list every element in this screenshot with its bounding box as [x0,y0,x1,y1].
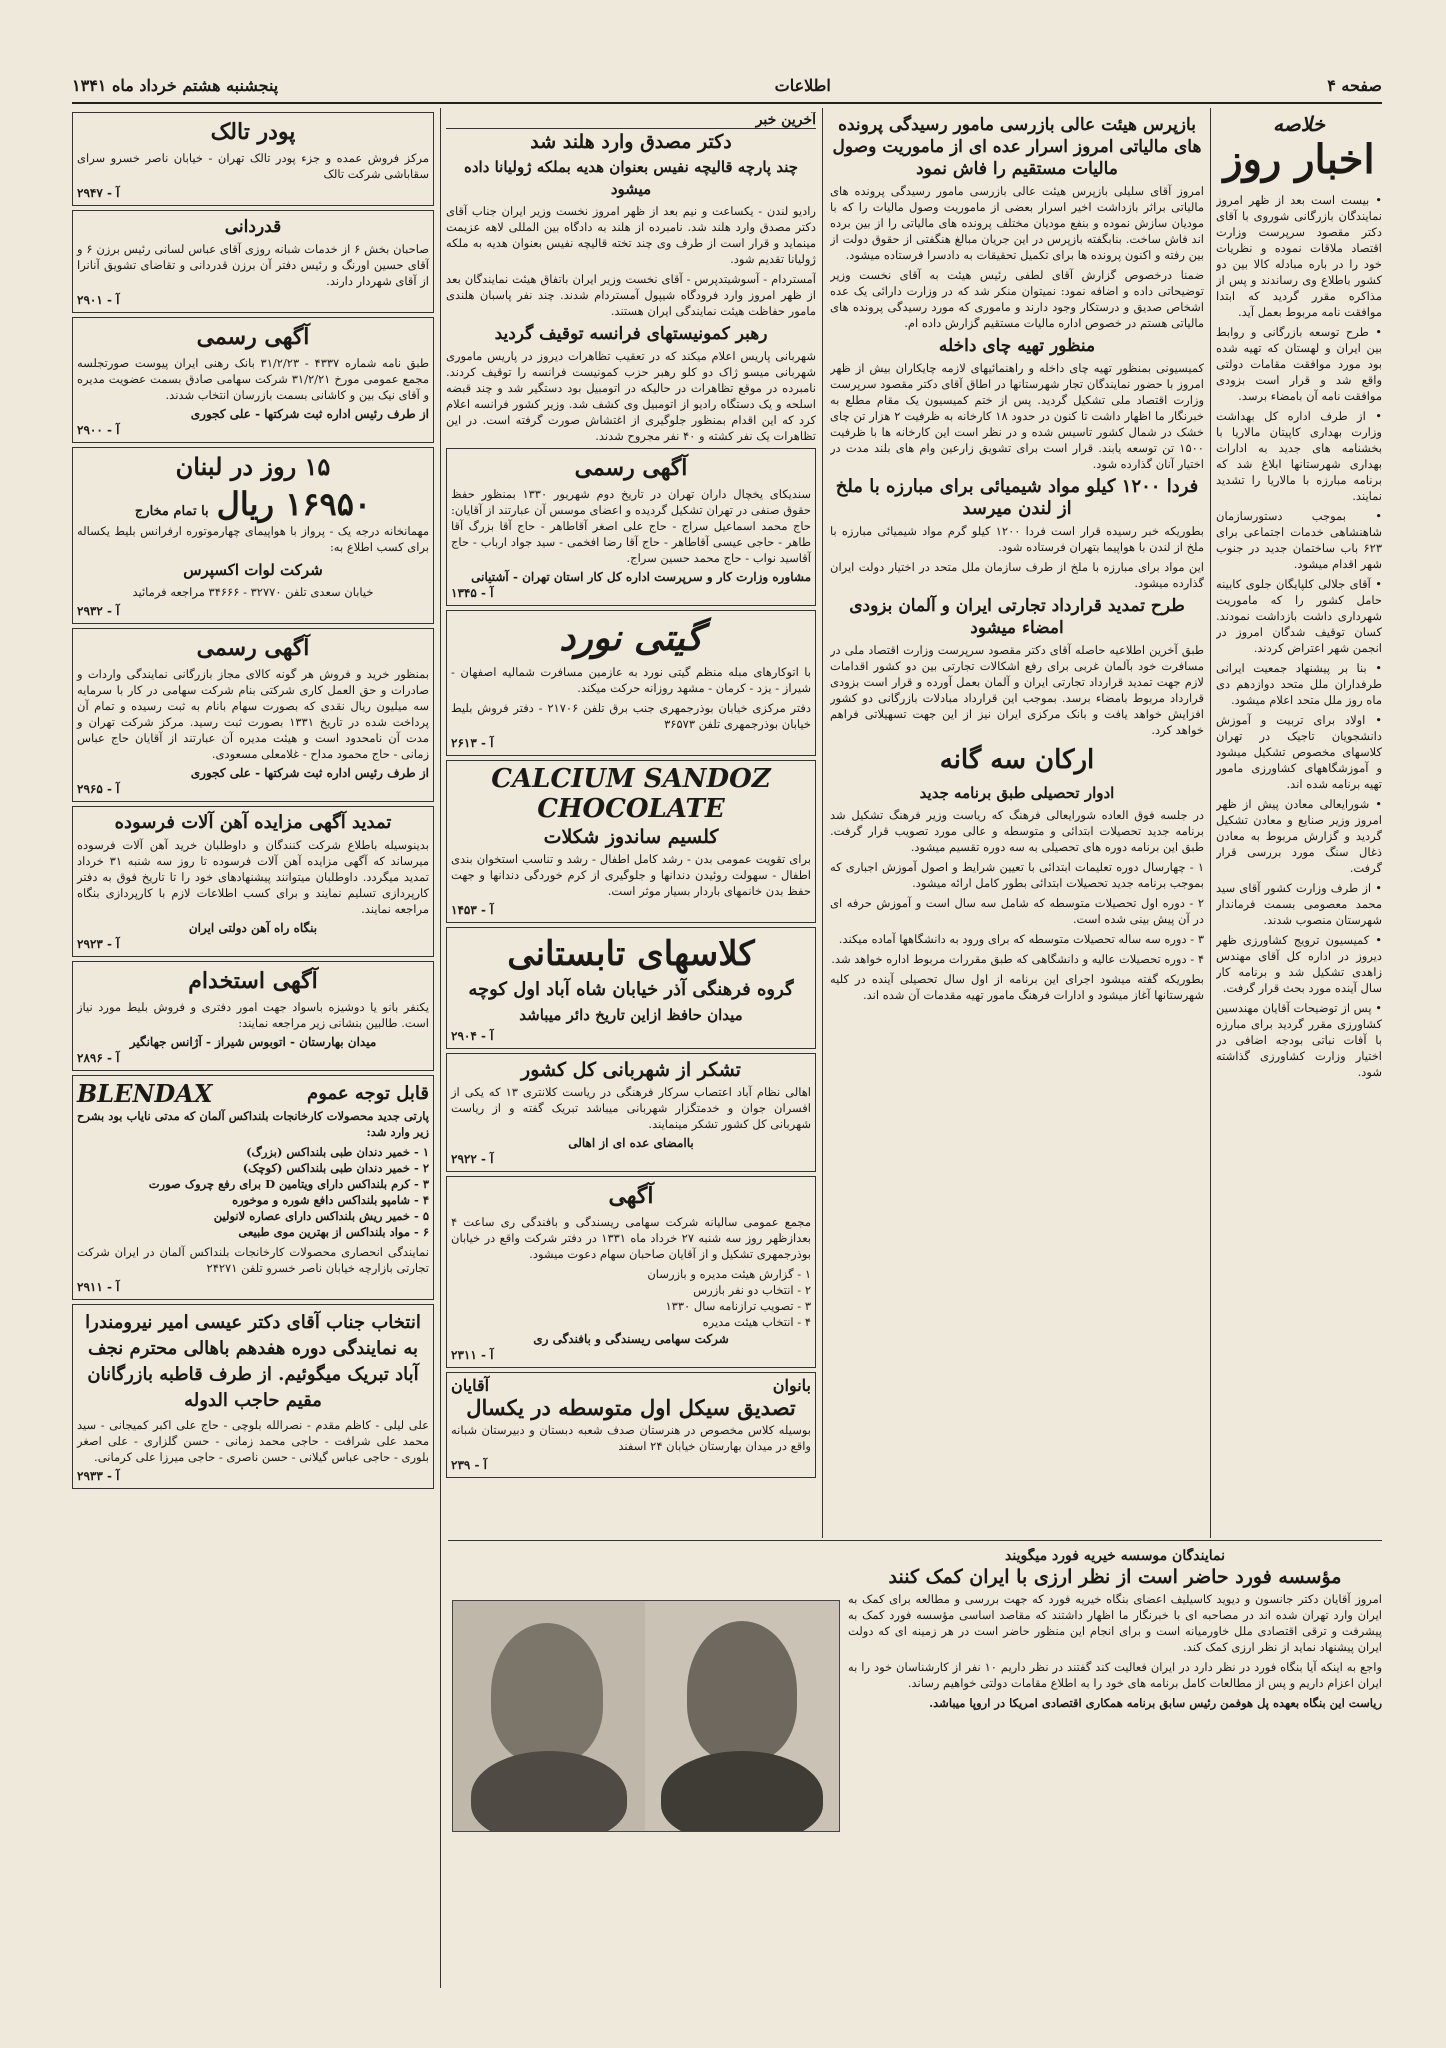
ad-title: آگهی استخدام [188,968,318,994]
summary-item: • از طرف اداره کل بهداشت وزارت بهداری کاپیتان مالاریا با بخشنامه های جدید به ادارات بهداری شهرستانها ابلاغ شد که برنامه مبارزه با مالاریا را تشدید نمایند. [1216,408,1382,504]
summary-item: • از طرف وزارت کشور آقای سید محمد معصومی بسمت فرماندار شهرستان منصوب شدند. [1216,880,1382,928]
portrait-photo [647,1601,839,1831]
headline-mosaddegh: دکتر مصدق وارد هلند شد [530,131,732,153]
gitinavard-ad [446,610,816,756]
calcium-sandoz-ad [446,760,816,923]
company-registration-ad [72,628,434,802]
ad-body: اهالی نظام آباد اعتصاب سرکار فرهنگی در ریاست کلانتری ۱۳ که یکی از افسران جوان و خدمتگزار شهربانی میباشد تبریک گفته و از ریاست شهربانی کل کشور تشکر مینمایند. [451,1085,811,1131]
ad-body: دفتر مرکزی خیابان بوذرجمهری جنب برق تلفن ۲۱۷۰۶ - دفتر فروش بلیط خیابان بوذرجمهری تلفن ۳۶۵۷۳ [451,701,811,731]
ad-title: تشکر از شهربانی کل کشور [521,1059,741,1081]
ad-signature: بنگاه راه آهن دولتی ایران [188,921,318,935]
ad-body: صاحبان بخش ۶ از خدمات شبانه روزی آقای عباس لسانی رئیس برزن ۶ و آقای حسین اورنگ و رئیس دفتر آن برزن قدردانی و تقاضای تشویق آنانرا از آقای شهردار دارند. [77,242,429,288]
ad-signature: از طرف رئیس اداره ثبت شرکتها - علی کجوری [190,407,429,421]
latest-news-label: آخرین خبر [446,112,816,129]
article-body: رادیو لندن - یکساعت و نیم بعد از ظهر امروز نخست وزیر ایران جناب آقای دکتر مصدق وارد هلند شد. نامبرده از هلند به دادگاه بین المللی لاهه عزیمت مینماید و قرار است از طرف وی چند تخته قالیچه نفیس بعنوان هدیه به ملکه ژولیانا تقدیم شود. [446,204,816,266]
ad-audience-women: بانوان [772,1376,811,1395]
ford-foundation-story [848,1548,1382,1988]
column-rule [822,108,823,1538]
portrait-face [687,1621,797,1761]
ad-audience-men: آقایان [451,1376,490,1395]
ad-price: ۱۶۹۵۰ ریال [216,485,372,523]
article-body: ضمنا درخصوص گزارش آقای لطفی رئیس هیئت به آقای نخست وزیر توضیحاتی داده و اضافه نمود: نمیتوان منکر شد که در وزارت دارائی یک عده اشخاص صدیق و درستکار وجود دارند و ماموری که مورد رسیدگی پرونده های مالیاتی هستم در خصوص اداره مالیات مستقیم گزارش داده ام. [830,268,1204,330]
ad-body: بمنظور خرید و فروش هر گونه کالای مجاز بازرگانی نمایندگی واردات و صادرات و حق العمل کاری شرکتی بنام شرکت سهامی در کار با سرمایه سه میلیون ریال نقدی که بصورت سهام بانام به ثبت رسیده و تمام آن پرداخت شده در تاریخ ۱۳۳۱ بصورت ثبت رسید. مرکز شرکت تهران و مدت آن نامحدود است و هیئت مدیره آن عبارتند از آقایان حاج عباس زمانی - حاج محمود مداح - غلامعلی مسعودی. [77,667,429,761]
shareholders-notice-ad [446,1176,816,1368]
auction-extension-ad [72,806,434,957]
ad-title: آگهی رسمی [574,455,688,481]
headline-audit: بازپرس هیئت عالی بازرسی مامور رسیدگی پرونده های مالیاتی امروز اسرار عده ای از ماموریت وصول مالیات مستقیم را فاش نمود [832,115,1202,179]
headline-locust: فردا ۱۲۰۰ کیلو مواد شیمیائی برای مبارزه با ملخ از لندن میرسد [835,476,1199,519]
summary-item: • طرح توسعه بازرگانی و روابط بین ایران و لهستان که تهیه شده بود مورد موافقت مقامات دولتی واقع شد و قرار است بزودی موافقت نامه آن بامضاء برسد. [1216,324,1382,404]
appreciation-ad [72,210,434,313]
article-body: بطوریکه گفته میشود اجرای این برنامه از اول سال تحصیلی آینده در کلیه شهرستانها آغاز میشود و ادارات فرهنگ مامور تهیه مقدمات آن شده اند. [830,972,1204,1002]
portrait-shoulders [661,1751,823,1832]
ad-body: سندیکای یخچال داران تهران در تاریخ دوم شهریور ۱۳۳۰ بمنظور حفظ حقوق صنفی در تهران تشکیل گردیده و اعضای موسس آن عبارتند از آقایان: حاج محمد اسماعیل سراج - حاج علی اصغر آقاطاهر - حاج آقا بزرگ آقا طاهر - حاجی عیسی آقاطاهر - حاج آقا رضا افخمی - سید جواد ارباب - حاج آقاسید نواب - حاج محمد حسین سراج. [451,487,811,565]
blendax-ad [72,1075,434,1300]
ad-title: تمدید آگهی مزایده آهن آلات فرسوده [114,812,392,833]
ad-title: آگهی رسمی [196,635,310,661]
summary-item: • پس از توضیحات آقایان مهندسین کشاورزی مقرر گردید برای مبارزه با آفات نباتی بودجه اضافی در اختیار وزارت کشاورزی گذاشته شود. [1216,1000,1382,1080]
issue-date: پنجشنبه هشتم خرداد ماه ۱۳۴۱ [72,75,279,95]
ad-title: آگهی [608,1183,654,1209]
agenda-item: ۳ - تصویب ترازنامه سال ۱۳۳۰ [665,1299,811,1313]
ad-body: بدینوسیله باطلاع شرکت کنندگان و داوطلبان خرید آهن آلات فرسوده میرساند که آگهی مزایده آهن آلات فرسوده تا روز سه شنبه ۳۱ خرداد تمدید میگردد. داوطلبان میتوانند پیشنهادهای خود را تا تاریخ فوق به دفتر کارپردازی تسلیم نمایند و برای کسب اطلاعات لازم با کارپردازی بنگاه مراجعه نمایند. [77,838,429,916]
article-body: در جلسه فوق العاده شورایعالی فرهنگ که ریاست وزیر فرهنگ تشکیل شد برنامه جدید تحصیلات ابتدائی و متوسطه و عالی مورد تصویب قرار گرفت. طبق این برنامه دوره های تحصیلی به سه دوره تقسیم میشود. [830,808,1204,854]
ad-code: آ - ۲۹۴۷ [77,186,120,200]
ad-body: گروه فرهنگی آذر خیابان شاه آباد اول کوچه [468,979,794,1000]
ad-code: آ - ۲۹۲۲ [451,1152,494,1166]
news-column [830,112,1204,1536]
story-kicker: نمایندگان موسسه خیریه فورد میگویند [1005,1548,1225,1564]
ad-body: میدان حافظ ازاین تاریخ دائر میباشد [519,1006,743,1024]
ad-title-latin: CALCIUM SANDOZ [491,764,771,794]
ad-code: آ - ۲۳۱۱ [451,1348,494,1362]
ad-signature: شرکت سهامی ریسندگی و بافندگی ری [533,1332,729,1346]
list-item: ۲ - دوره اول تحصیلات متوسطه که شامل سه سال است و آموزش حرفه ای در آن پیش بینی شده است. [830,896,1204,926]
ad-code: آ - ۲۹۰۱ [77,293,120,307]
page-header [72,68,1382,104]
ad-price-note: با تمام مخارج [134,504,209,519]
ad-audience [451,1376,811,1395]
employment-ad [72,961,434,1071]
ad-body: مرکز فروش عمده و جزء پودر تالک تهران - خیابان ناصر خسرو سرای سقاباشی شرکت تالک [77,151,429,181]
ad-signature: مشاوره وزارت کار و سرپرست اداره کل کار استان تهران - آشتیانی [471,570,811,584]
ad-code: آ - ۲۶۱۳ [451,736,494,750]
ad-body: یکنفر بانو یا دوشیزه باسواد جهت امور دفتری و فروش بلیط مورد نیاز است. طالبین بنشانی زیر مراجعه نمایند: [77,1000,429,1030]
cycle-certificate-ad [446,1372,816,1478]
ad-body: مهمانخانه درجه یک - پرواز با هواپیمای چهارموتوره ارفرانس بلیط یکساله برای کسب اطلاع به: [77,524,429,554]
ad-address: خیابان سعدی تلفن ۳۲۷۷۰ - ۳۴۶۶۶ مراجعه فرمائید [132,585,374,599]
summary-item: • شورایعالی معادن پیش از ظهر امروز وزیر صنایع و معادن تشکیل گردید و گزارش مربوط به معادن ذغال سنگ مورد بررسی قرار گرفت. [1216,796,1382,876]
ad-title: قابل توجه عموم [307,1083,429,1104]
list-item: ۴ - دوره تحصیلات عالیه و دانشگاهی که طبق مقررات مربوط اداره خواهد شد. [831,952,1204,966]
ad-code: آ - ۱۴۵۳ [451,903,494,917]
story-body: ریاست این بنگاه بعهده پل هوفمن رئیس سابق برنامه همکاری اقتصادی امریکا در اروپا میباشد. [929,1696,1382,1710]
story-headline: مؤسسه فورد حاضر است از نظر ارزی با ایران کمک کنند [888,1566,1342,1588]
ad-title-latin: BLENDAX [77,1079,213,1108]
article-body: کمیسیونی بمنظور تهیه چای داخله و راهنمائیهای لازمه چایکاران بیش از ظهر امروز با حضور نمایندگان تجار شهرستانها در اطاق آقای دکتر مقصود سرپرست وزارت اقتصاد ملی تشکیل گردید. پس از ختم کمیسیون یک مقام مطلع به خبرنگار ما اظهار داشت تا کنون در حدود ۱۸ کارخانه به ظرفیت ۲ هزار تن چای خشک در شمال کشور تاسیس شده و در نظر است این کارخانه ها با ظرفیت ۱۵۰۰ تن توسعه یابند. قرار است برای تشویق زارعین وام های بلند مدت در اختیار آنان گذارده شود. [830,361,1204,471]
ad-title: کلاسهای تابستانی [507,934,755,974]
summary-title: اخبار روز [1223,136,1375,183]
column-rule [440,108,441,1988]
summary-item: • بنا بر پیشنهاد جمعیت ایرانی طرفداران ملل متحد دوازدهم دی ماه روز ملل متحد اعلام میشود. [1216,660,1382,708]
ad-title-latin: CHOCOLATE [537,794,725,824]
ad-code: آ - ۲۸۹۶ [77,1051,120,1065]
ad-title: گیتی نورد [559,617,703,659]
ad-body: پارتی جدید محصولات کارخانجات بلنداکس آلمان که مدتی نایاب بود بشرح زیر وارد شد: [77,1109,429,1139]
headline-tea: منظور تهیه چای داخله [938,336,1096,356]
portrait-face [491,1623,603,1763]
list-item: ۱ - چهارسال دوره تعلیمات ابتدائی با تعیین شرایط و اصول آموزش اجباری که بموجب برنامه جدید تحصیلات ابتدائی بطور کامل ارائه میشود. [830,860,1204,890]
product-item: ۴ - شامپو بلنداکس دافع شوره و موخوره [232,1193,429,1207]
ad-code: آ - ۲۹۲۳ [77,937,120,951]
article-body: این مواد برای مبارزه با ملخ از طرف سازمان ملل متحد در اختیار دولت ایران گذارده میشود. [830,560,1204,590]
ad-code: آ - ۲۹۰۴ [451,1029,494,1043]
ad-body: با اتوکارهای مبله منظم گیتی نورد به عازمین مسافرت شمالیه اصفهان - شیراز - یزد - کرمان - مشهد روزانه حرکت میکند. [451,665,811,695]
summary-item: • اولاد برای تربیت و آموزش دانشجویان تاجیک در تهران کلاسهای مخصوص تشکیل میشود و آموزشگاههای کشاورزی مامور تهیه برنامه شده اند. [1216,712,1382,792]
ad-body: علی لیلی - کاظم مقدم - نصرالله بلوچی - حاج علی اکبر کمیجانی - سید محمد علی شرافت - حاجی محمد زمانی - حسن گلزاری - علی اصغر بلوری - حاجی عباس گیلانی - حسن ناصری - حاجی میرزا علی کرمانی. [77,1418,429,1464]
congratulation-ad [72,1304,434,1489]
summary-item: • آقای جلالی کلپایگان جلوی کابینه حامل کشور را که ماموریت شهرداری داشت بازداشت نمودند. کسان توقیف شدگان امروز در انجمن شهر اعتراض کردند. [1216,576,1382,656]
summary-list [1216,192,1382,1080]
article-body: بطوریکه خبر رسیده قرار است فردا ۱۲۰۰ کیلو گرم مواد شیمیائی مبارزه با ملخ از لندن با هواپیما بتهران فرستاده شود. [830,524,1204,554]
product-item: ۵ - خمیر ریش بلنداکس دارای عصاره لانولین [213,1209,429,1223]
ad-address: میدان بهارستان - اتوبوس شیراز - آژانس جهانگیر [129,1035,377,1049]
article-body: آمستردام - آسوشیتدپرس - آقای نخست وزیر ایران باتفاق هیئت نمایندگان بعد از ظهر امروز وارد فرودگاه شیپول آمستردام شدند. چند نفر پاسبان هلندی مامور حفاظت هیئت نمایندگی ایران هستند. [446,272,816,318]
newspaper-name: اطلاعات [774,75,831,95]
ad-code: آ - ۱۳۴۵ [451,586,494,600]
ad-company: شرکت لوات اکسپرس [183,561,323,579]
ad-body: نمایندگی انحصاری محصولات کارخانجات بلنداکس آلمان در ایران شرکت تجارتی بازارچه خیابان ناصر خسرو تلفن ۲۴۲۷۱ [77,1245,429,1275]
summary-item: • بیست است بعد از ظهر امروز نمایندگان بازرگانی شوروی با آقای دکتر مقصود سرپرست وزارت اقتصاد ملاقات نموده و نظریات خود را در باره مبادله کالا بین دو کشور باطلاع وی رساندند و پس از مذاکره مقرر گردید که ابتدا موافقت نامه مربوط بعمل آید. [1216,192,1382,320]
ad-code: آ - ۲۳۹ [451,1458,488,1472]
ad-body: بوسیله کلاس مخصوص در هنرستان صدف شعبه دبستان و دبیرستان شبانه واقع در میدان بهارستان خیابان ۲۴ اسفند [451,1423,811,1453]
summary-item: • بموجب دستورسازمان شاهنشاهی خدمات اجتماعی برای ۶۲۳ باب ساختمان جدید در جنوب شهر اقدام میشود. [1216,508,1382,572]
headline-education: ارکان سه گانه [939,745,1095,775]
subhead-carpet: چند پارچه قالیچه نفیس بعنوان هدیه بملکه ژولیانا داده میشود [463,158,799,198]
ad-title: تصدیق سیکل اول متوسطه در یکسال [466,1395,796,1420]
ad-title-row [77,1079,429,1108]
subhead-education: ادوار تحصیلی طبق برنامه جدید [919,784,1115,802]
story-body: واجع به اینکه آیا بنگاه فورد در نظر دارد در ایران فعالیت کند گفتند در نظر داریم ۱۰ نفر از کارشناسان خود را به ایران اعزام داریم و پس از مطالعات کامل برنامه های خود را به اطلاع مقامات دولتی خواهیم رساند. [848,1660,1382,1690]
official-notice-ad [72,317,434,443]
headline-trade: طرح تمدید قرارداد تجارتی ایران و آلمان بزودی امضاء میشود [849,596,1185,638]
ad-body: طبق نامه شماره ۴۳۳۷ - ۳۱/۲/۲۳ بانک رهنی ایران پیوست صورتجلسه مجمع عمومی مورخ ۳۱/۲/۲۱ شرکت سهامی صادق بسمت عضویت مدیره و آقای نیک بین و کاشانی بسمت بازرسان انتخاب شدند. [77,356,430,402]
ad-signature: از طرف رئیس اداره ثبت شرکتها - علی کجوری [190,766,429,780]
lebanon-tour-ad [72,447,434,624]
story-body: امروز آقایان دکتر جانسون و دیوید کاسیلیف اعضای بنگاه خیریه فورد که جهت بررسی و مطالعه برای کمک به ایران وارد تهران شده اند در مصاحبه ای با خبرنگار ما اظهار داشتند که مقاصد اساسی مؤسسه فورد کمک به پیشرفت و ترقی اقتصادی ملل خاورمیانه است و برای انجام این منظور حاضر است در هر زمینه ای که دولت ایران پیشنهاد نماید از نظر ارزی کمک کند. [848,1592,1382,1654]
headline-communist: رهبر کمونیستهای فرانسه توقیف گردید [494,324,768,344]
list-item: ۳ - دوره سه ساله تحصیلات متوسطه که برای ورود به دانشگاهها آماده میکند. [838,932,1204,946]
product-item: ۳ - کرم بلنداکس دارای ویتامین D برای رفع چروک صورت [148,1177,429,1191]
article-body: شهربانی پاریس اعلام میکند که در تعقیب تظاهرات دیروز در پاریس ماموری شهربانی میسو ژاک دو کلو رهبر حزب کمونیست فرانسه را توقیف کردند. نامبرده در موقع تظاهرات در حالیکه در اتومبیل بود دستگیر شد و چند قبضه اسلحه و یک دستگاه رادیو از اتومبیل وی کشف شد. وزیر کشور فرانسه اعلام کرد که این اقدام بمنظور جلوگیری از اغتشاش صورت گرفته است. در این تظاهرات یک نفر کشته و ۴۰ نفر مجروح شدند. [446,349,816,443]
product-item: ۲ - خمیر دندان طبی بلنداکس (کوچک) [242,1161,429,1175]
ad-code: آ - ۲۹۶۵ [77,782,120,796]
ad-price-row [77,485,429,523]
ads-column-left [72,112,434,1988]
agenda-item: ۲ - انتخاب دو نفر بازرس [693,1283,811,1297]
page-number: صفحه ۴ [1327,75,1382,95]
police-thanks-ad [446,1053,816,1172]
portrait-photos [452,1600,840,1832]
ad-title: آگهی رسمی [196,324,310,350]
agenda-item: ۴ - انتخاب هیئت مدیره [702,1315,811,1329]
ad-title: ۱۵ روز در لبنان [175,452,331,481]
column-rule [1210,108,1211,1538]
ad-title: انتخاب جناب آقای دکتر عیسی امیر نیرومندرا به نمایندگی دوره هفدهم باهالی محترم نجف آباد تبریک میگوئیم. از طرف قاطبه بازرگانان مقیم حاجب الدوله [85,1312,421,1411]
article-body: طبق آخرین اطلاعیه حاصله آقای دکتر مقصود سرپرست وزارت اقتصاد ملی در مسافرت خود بآلمان غربی برای رفع اشکالات تجارتی بین دو کشور اقدامات لازم جهت تمدید قرارداد تجارتی ایران و آلمان بعمل آورده و قرار است بزودی قرارداد مربوط بامضاء برسد. بموجب این قرارداد مبادلات بازرگانی دو کشور افزایش خواهد یافت و بانک مرکزی ایران نیز از این جهت تسهیلاتی فراهم خواهد کرد. [830,643,1204,737]
ad-code: آ - ۲۹۰۰ [77,423,120,437]
summary-title-small: خلاصه [1272,112,1325,136]
portrait-shoulders [471,1751,627,1832]
official-notice-ad [446,448,816,606]
product-item: ۱ - خمیر دندان طبی بلنداکس (بزرگ) [246,1145,429,1159]
news-summary-column [1216,112,1382,1536]
portrait-photo [453,1601,645,1831]
summer-classes-ad [446,927,816,1049]
ad-code: آ - ۲۹۳۳ [77,1469,120,1483]
ad-signature: باامضای عده ای از اهالی [568,1136,694,1150]
article-body: امروز آقای سلیلی بازپرس هیئت عالی بازرسی مامور رسیدگی پرونده های مالیاتی براثر بازداشت اخیر اسرار بعضی از ماموریت وصول مالیات را که با مودیان سازش نموده و بنفع مودیان مختلف پرونده های مالیاتی را از بین برده اند فاش ساخت. بنابگفته بازپرس در این جریان مبالغ هنگفتی از حقوق دولت از بین رفته و اکنون پرونده ها برای تکمیل تحقیقات به دادسرا فرستاده میشود. [830,184,1204,262]
ad-code: آ - ۲۹۳۲ [77,604,120,618]
agenda-item: ۱ - گزارش هیئت مدیره و بازرسان [647,1267,811,1281]
product-item: ۶ - مواد بلنداکس از بهترین موی طبیعی [238,1225,429,1239]
ad-body: برای تقویت عمومی بدن - رشد کامل اطفال - رشد و تناسب استخوان بندی اطفال - سهولت روئیدن دندانها و جلوگیری از کرم خوردگی دندانها و جهت حفظ بدن خانمهای باردار بسیار موثر است. [451,852,811,898]
ad-title: قدردانی [224,217,282,237]
talc-powder-ad [72,112,434,206]
ad-body: مجمع عمومی سالیانه شرکت سهامی ریسندگی و بافندگی ری ساعت ۴ بعدازظهر روز سه شنبه ۲۷ خرداد ماه ۱۳۳۱ در دفتر شرکت واقع در خیابان بوذرجمهری تشکیل و از آقایان صاحبان سهام دعوت میشود. [451,1215,811,1261]
summary-item: • کمیسیون ترویج کشاورزی ظهر دیروز در اداره کل آقای مهندس زاهدی تشکیل شد و برنامه کار سال آینده مورد بحث قرار گرفت. [1216,932,1382,996]
ad-title: پودر تالک [210,119,296,145]
ad-title: کلسیم ساندوز شکلات [543,826,719,848]
ad-code: آ - ۲۹۱۱ [77,1280,120,1294]
